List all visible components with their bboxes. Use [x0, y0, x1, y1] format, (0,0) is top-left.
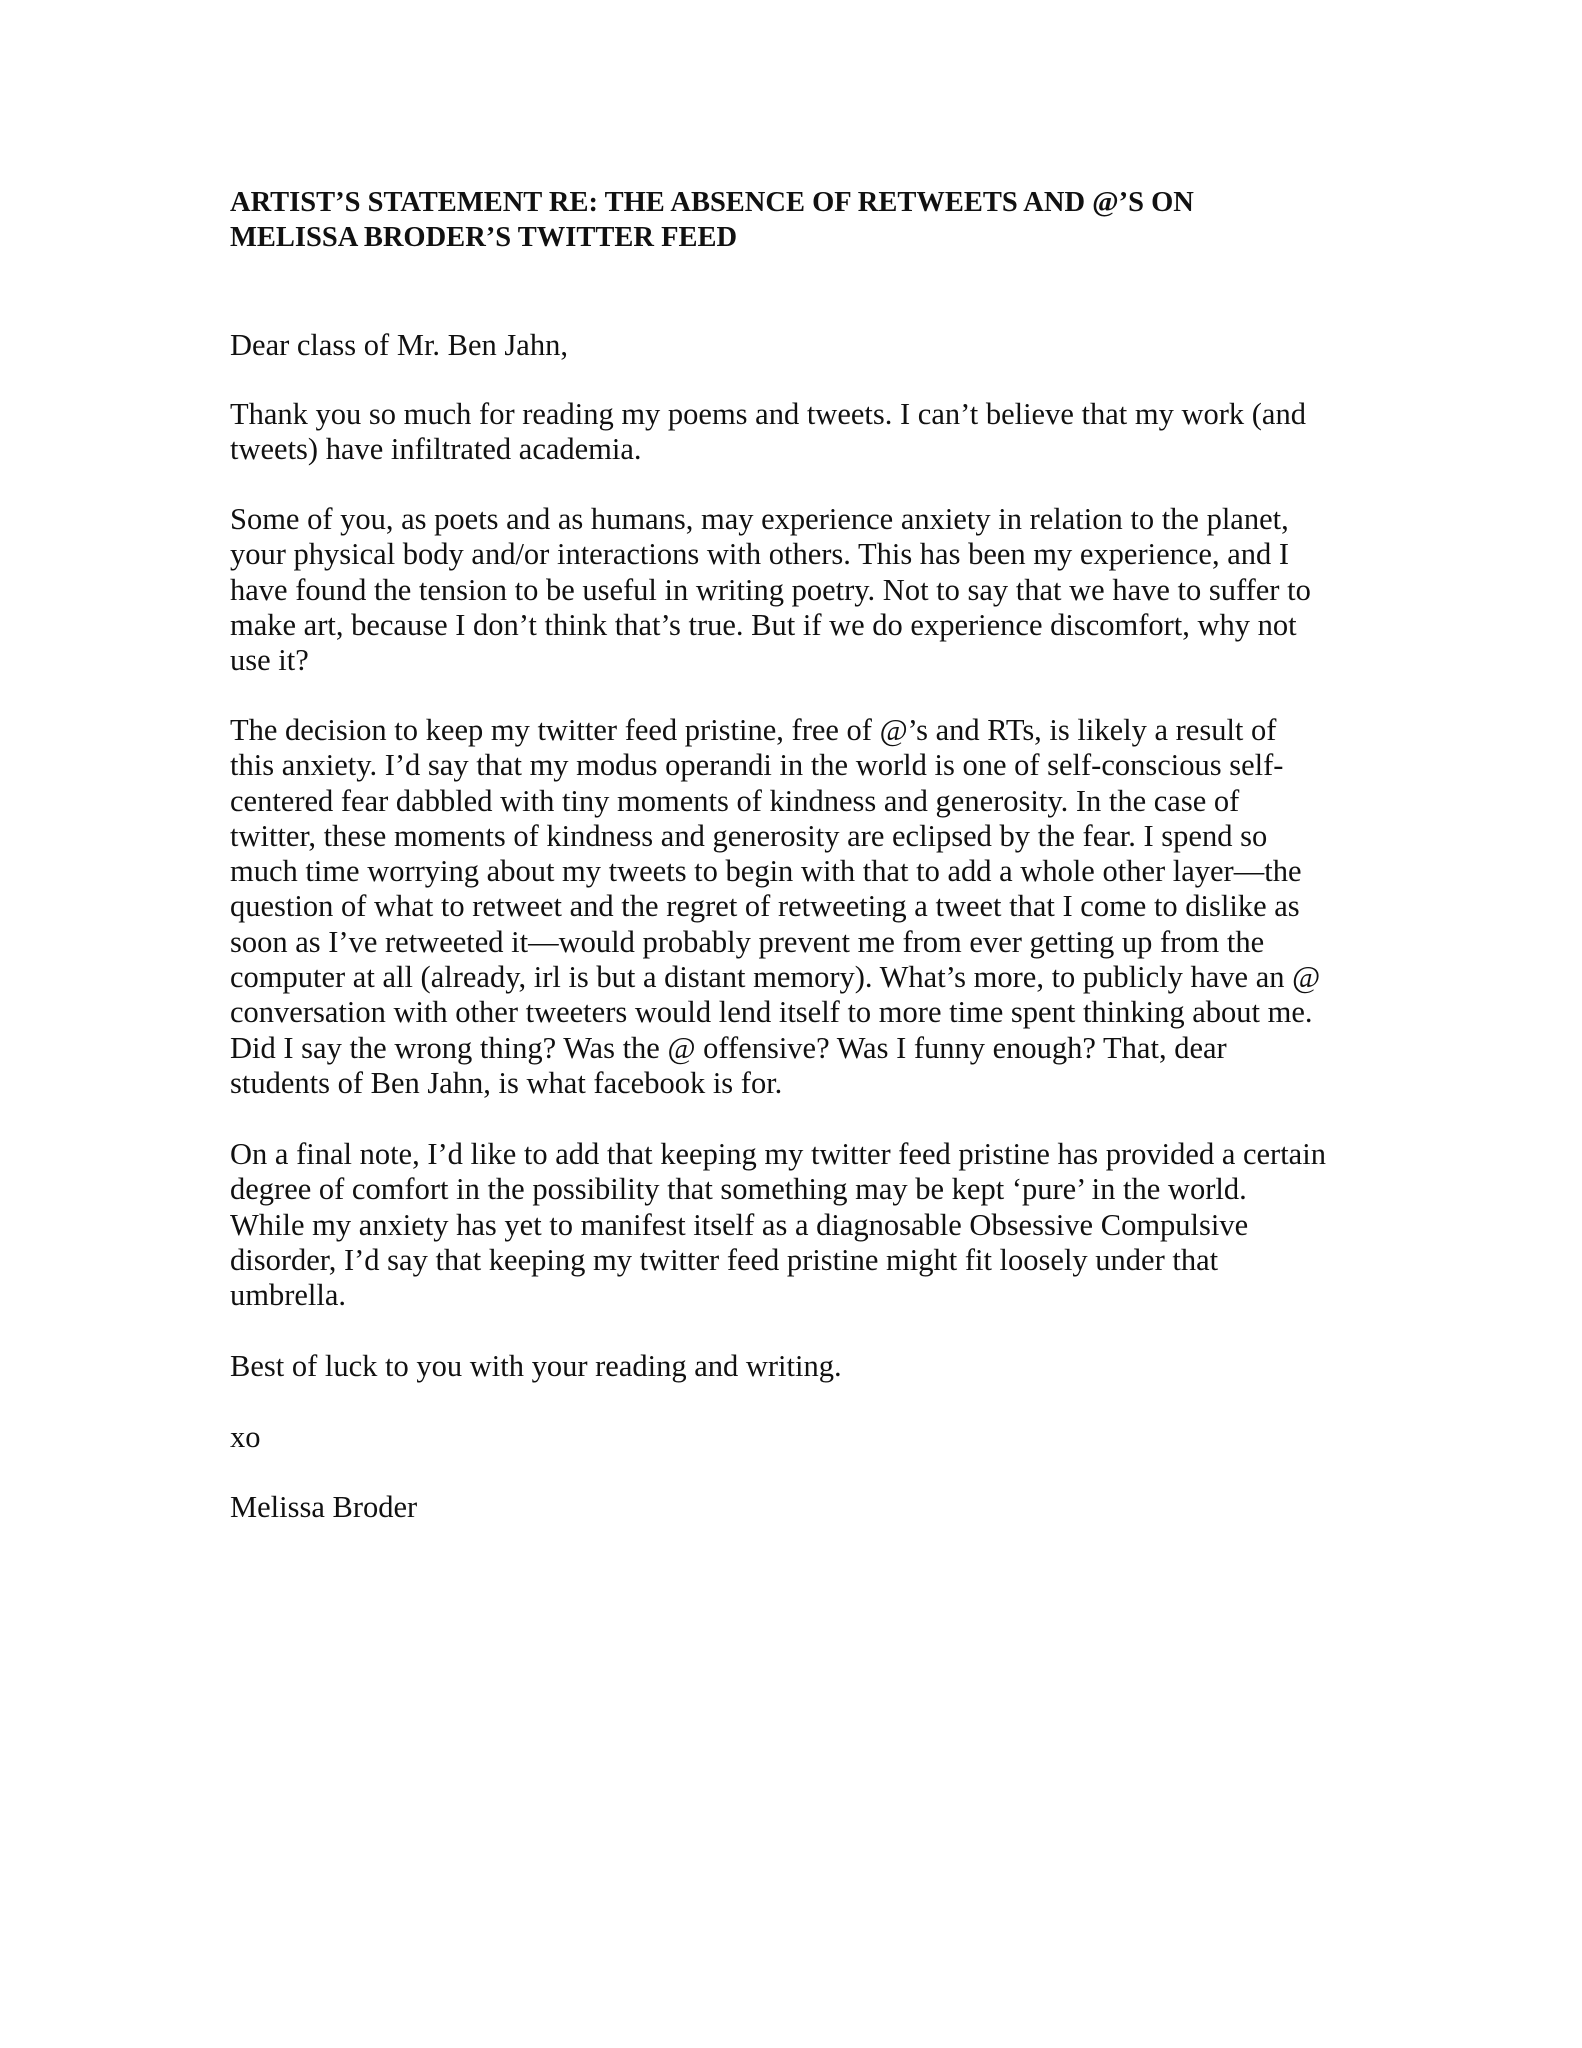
title-line: ARTIST’S STATEMENT RE: THE ABSENCE OF RETWEETS AND @’S ON — [230, 187, 1194, 218]
text-line: this anxiety. I’d say that my modus operandi in the world is one of self-conscious self- — [230, 748, 1284, 783]
text-line: question of what to retweet and the regret of retweeting a tweet that I come to dislike as — [230, 889, 1300, 924]
text-line: students of Ben Jahn, is what facebook is for. — [230, 1065, 783, 1100]
text-line: centered fear dabbled with tiny moments of kindness and generosity. In the case of — [230, 783, 1240, 818]
text-line: Did I say the wrong thing? Was the @ offensive? Was I funny enough? That, dear — [230, 1030, 1227, 1065]
document-title — [230, 185, 1194, 255]
text-line: Melissa Broder — [230, 1490, 418, 1524]
text-line: degree of comfort in the possibility that something may be kept ‘pure’ in the world. — [230, 1172, 1247, 1207]
text-line: While my anxiety has yet to manifest itself as a diagnosable Obsessive Compulsive — [230, 1207, 1249, 1242]
title-line: MELISSA BRODER’S TWITTER FEED — [230, 222, 738, 253]
text-line: make art, because I don’t think that’s true. But if we do experience discomfort, why not — [230, 607, 1297, 642]
paragraph-thanks — [230, 397, 1306, 468]
text-line: disorder, I’d say that keeping my twitter feed pristine might fit loosely under that — [230, 1242, 1219, 1277]
text-line: conversation with other tweeters would lend itself to more time spent thinking about me. — [230, 995, 1313, 1030]
paragraph-best-wishes — [230, 1349, 842, 1384]
text-line: soon as I’ve retweeted it—would probably prevent me from ever getting up from the — [230, 924, 1265, 959]
text-line: twitter, these moments of kindness and generosity are eclipsed by the fear. I spend so — [230, 818, 1268, 853]
paragraph-decision — [230, 713, 1320, 1101]
text-line: much time worrying about my tweets to begin with that to add a whole other layer—the — [230, 854, 1302, 889]
text-line: your physical body and/or interactions with others. This has been my experience, and I — [230, 537, 1290, 572]
text-line: xo — [230, 1420, 261, 1454]
text-line: have found the tension to be useful in writing poetry. Not to say that we have to suffer to — [230, 572, 1311, 607]
closing — [230, 1420, 261, 1455]
text-line: Best of luck to you with your reading and writing. — [230, 1349, 842, 1383]
signature — [230, 1490, 417, 1525]
text-line: Thank you so much for reading my poems and tweets. I can’t believe that my work (and — [230, 397, 1306, 431]
text-line: use it? — [230, 643, 309, 678]
text-line: tweets) have infiltrated academia. — [230, 432, 642, 467]
text-line: The decision to keep my twitter feed pristine, free of @’s and RTs, is likely a result of — [230, 713, 1277, 747]
text-line: computer at all (already, irl is but a distant memory). What’s more, to publicly have an @ — [230, 960, 1321, 995]
salutation — [230, 328, 568, 363]
text-line: umbrella. — [230, 1278, 347, 1313]
text-line: On a final note, I’d like to add that keeping my twitter feed pristine has provided a certain — [230, 1137, 1326, 1171]
paragraph-final-note — [230, 1137, 1326, 1313]
text-line: Dear class of Mr. Ben Jahn, — [230, 328, 568, 362]
text-line: Some of you, as poets and as humans, may experience anxiety in relation to the planet, — [230, 502, 1289, 536]
paragraph-anxiety — [230, 502, 1311, 678]
